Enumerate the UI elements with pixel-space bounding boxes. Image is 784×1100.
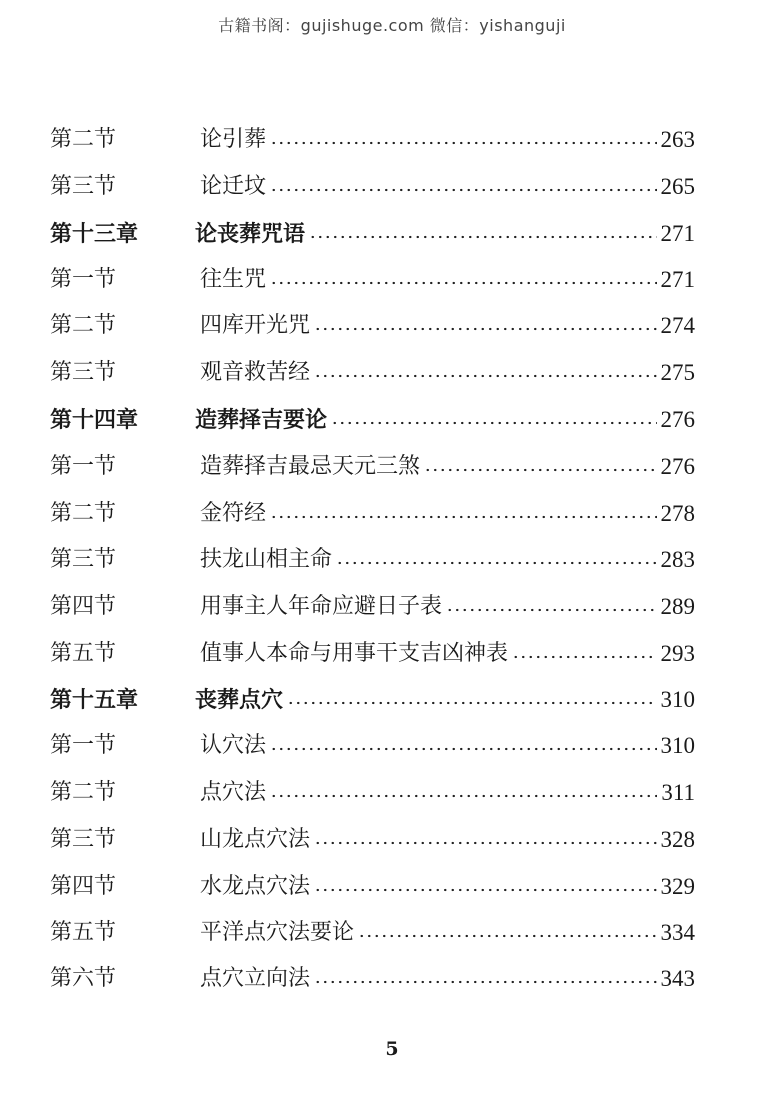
watermark-text: 古籍书阁：gujishuge.com 微信：yishanguji [218,16,566,35]
page-number: 5 [385,1038,399,1060]
toc-page: 289 [660,594,695,619]
toc-page: 293 [660,641,695,666]
toc-title: 扶龙山相主命 [200,547,333,572]
toc-row [50,452,695,482]
toc-label: 第十三章 [50,221,139,247]
toc-title: 丧葬点穴 [195,687,284,713]
toc-chapter-row [50,685,695,715]
dot-leader [314,841,656,845]
toc-row [50,964,695,994]
toc-label: 第六节 [50,966,117,991]
toc-page: 276 [660,407,695,432]
toc-page: 343 [660,966,695,991]
dot-leader [309,235,656,239]
toc-title: 造葬择吉最忌天元三煞 [200,454,421,479]
toc-label: 第二节 [50,313,117,338]
toc-row [50,311,695,341]
toc-label: 第三节 [50,827,117,852]
toc-row [50,778,695,808]
dot-leader [270,281,656,285]
toc-page: 283 [660,547,695,572]
toc-page: 265 [660,174,695,199]
dot-leader [270,794,657,798]
toc-page: 278 [660,501,695,526]
toc-title: 金符经 [200,501,267,526]
dot-leader [314,327,656,331]
dot-leader [270,188,656,192]
toc-row [50,265,695,295]
toc-row [50,545,695,575]
toc-chapter-row [50,405,695,435]
toc-title: 观音救苦经 [200,360,311,385]
toc-title: 点穴立向法 [200,966,311,991]
toc-title: 平洋点穴法要论 [200,920,355,945]
toc-page: 263 [660,127,695,152]
toc-label: 第一节 [50,454,117,479]
toc-page: 275 [660,360,695,385]
toc-label: 第四节 [50,874,117,899]
toc-title: 点穴法 [200,780,267,805]
dot-leader [314,980,656,984]
toc-title: 用事主人年命应避日子表 [200,594,443,619]
dot-leader [270,141,656,145]
toc-row [50,358,695,388]
toc-row [50,825,695,855]
dot-leader [314,374,656,378]
toc-label: 第二节 [50,780,117,805]
toc-label: 第十四章 [50,407,139,433]
dot-leader [270,515,656,519]
toc-title: 往生咒 [200,267,267,292]
dot-leader [512,655,656,659]
toc-row [50,639,695,669]
toc-row [50,172,695,202]
toc-page: 310 [660,687,695,712]
toc-title: 四库开光咒 [200,313,311,338]
dot-leader [446,608,656,612]
dot-leader [424,468,656,472]
dot-leader [358,934,656,938]
toc-title: 论引葬 [200,127,267,152]
toc-page: 329 [660,874,695,899]
toc-label: 第十五章 [50,687,139,713]
toc-page: 276 [660,454,695,479]
toc-label: 第一节 [50,733,117,758]
toc-title: 论丧葬咒语 [195,221,306,247]
toc-page: 311 [661,780,695,805]
dot-leader [336,561,656,565]
dot-leader [331,421,656,425]
toc-label: 第二节 [50,127,117,152]
toc-row [50,499,695,529]
toc-page: 310 [660,733,695,758]
toc-label: 第三节 [50,360,117,385]
toc-label: 第五节 [50,641,117,666]
toc-row [50,731,695,761]
toc-row [50,872,695,902]
toc-title: 造葬择吉要论 [195,407,328,433]
toc-title: 水龙点穴法 [200,874,311,899]
toc-label: 第四节 [50,594,117,619]
toc-row [50,918,695,948]
toc-label: 第二节 [50,501,117,526]
toc-title: 值事人本命与用事干支吉凶神表 [200,641,509,666]
toc-page: 271 [660,267,695,292]
toc-label: 第一节 [50,267,117,292]
dot-leader [314,888,656,892]
toc-label: 第五节 [50,920,117,945]
toc-row [50,592,695,622]
toc-page: 271 [660,221,695,246]
toc-title: 认穴法 [200,733,267,758]
toc-page: 274 [660,313,695,338]
dot-leader [287,701,656,705]
toc-title: 论迁坟 [200,174,267,199]
dot-leader [270,747,656,751]
toc-row [50,125,695,155]
toc-chapter-row [50,219,695,249]
toc-title: 山龙点穴法 [200,827,311,852]
toc-label: 第三节 [50,547,117,572]
toc-label: 第三节 [50,174,117,199]
toc-page: 334 [660,920,695,945]
toc-page: 328 [660,827,695,852]
